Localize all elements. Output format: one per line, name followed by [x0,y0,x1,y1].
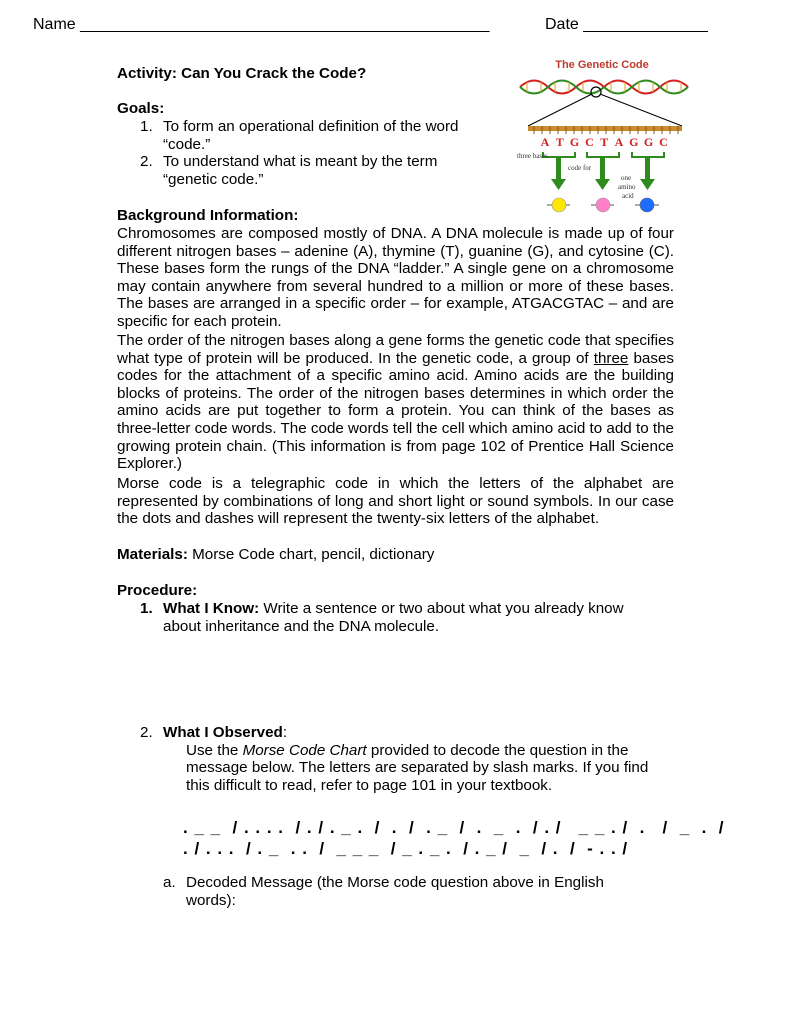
amino-acid-chain [547,198,659,212]
goals-list [117,118,477,188]
decoded-message-prompt [163,874,643,909]
procedure-heading: Procedure: [117,582,198,599]
base-letter: A [614,135,624,149]
goal-item [117,118,477,153]
procedure-step-1 [140,600,640,635]
label-code-for: code for [568,164,592,172]
genetic-code-figure [514,54,690,220]
figure-title: The Genetic Code [555,59,649,71]
label-three-bases: three bases [517,152,548,160]
morse-line-1: . _ _ / . . . . / . / . _ . / . / . _ / . _ . / . / _ _ . / . / _ . / [183,818,725,837]
underlined-word: three [593,349,629,367]
base-letter: C [659,135,668,149]
step-label: What I Know: [163,600,260,617]
name-field-line: Name ______________________________________________ [33,16,490,33]
base-letters [541,135,668,149]
sub-text: Decoded Message (the Morse code question above in English words): [186,874,604,909]
arrow-icon [595,157,610,190]
step-number: 1. [140,600,153,617]
instr-text: provided to decode the question in the message below. The letters are separated by slash marks. If you find this difficult to read, refer to page 101 in your textbook. [186,741,649,794]
step-instructions [186,742,666,795]
base-letter: T [600,135,609,149]
goal-number: 1. [140,118,153,135]
gene-segment [528,126,682,134]
activity-title: Activity: Can You Crack the Code? [117,65,367,82]
morse-line-2: . / . . . / . _ . . / _ _ _ / _ . _ . / . _ / _ / . / - . . / [183,839,629,858]
goal-number: 2. [140,153,153,171]
background-paragraph-3: Morse code is a telegraphic code in which the letters of the alphabet are represented by combinations of long and short light or sound symbols. In our case the dots and dashes will represent the twenty-six letters of the alphabet. [117,475,674,528]
arrow-icon [551,157,566,190]
base-letter: T [555,135,564,149]
goal-text: To form an operational definition of the word “code.” [163,118,459,153]
paragraph-text: The order of the nitrogen bases along a gene forms the genetic code that specifies what type of protein will be produced. In the genetic code, a group of [117,332,674,367]
paragraph-text: bases codes for the attachment of a specific amino acid. Amino acids are the building blocks of proteins. The order of the nitrogen bases determines in which order the amino acids are put together to form a protein. You can think of the bases as three-letter code words. The code words tell the cell which amino acid to add to the growing protein chain. (This information is from page 102 of Prentice Hall Science Explorer.) [117,349,674,473]
step-text: Write a sentence or two about what you already know about inheritance and the DNA molecule. [163,600,624,635]
materials-text: Morse Code chart, pencil, dictionary [187,546,435,563]
date-field-line: Date ______________ [545,16,708,33]
arrow-icon [640,157,655,190]
background-paragraph-1: Chromosomes are composed mostly of DNA. A DNA molecule is made up of four different nitrogen bases – adenine (A), thymine (T), guanine (G), and cytosine (C). These bases form the rungs of the DNA “ladder.” A single gene on a chromosome may contain anywhere from several hundred to a million or more of these bases. The bases are arranged in a specific order – for example, ATGACGTAC – and are specific for each protein. [117,225,674,330]
materials-label: Materials: [117,546,188,563]
base-letter: C [585,135,594,149]
label-acid: acid [622,192,634,200]
background-heading: Background Information: [117,207,299,224]
step-label: What I Observed [163,724,283,741]
sub-label: a. [163,874,176,891]
base-letter: G [569,135,580,149]
materials-line [117,546,434,564]
background-paragraph-2 [117,332,674,473]
base-letter: G [629,135,639,149]
instr-italic: Morse Code Chart [242,741,367,759]
base-letter: G [643,135,654,149]
goals-heading: Goals: [117,100,165,117]
base-letter: A [540,135,550,149]
goal-text: To understand what is meant by the term “genetic code.” [163,153,438,188]
label-amino: amino [618,183,636,191]
step-colon: : [282,724,288,741]
instr-text: Use the [186,741,243,759]
procedure-step-2 [140,724,660,794]
goal-item [117,153,477,188]
step-number: 2. [140,724,153,741]
label-one: one [621,174,632,182]
dna-helix-icon [520,81,688,94]
